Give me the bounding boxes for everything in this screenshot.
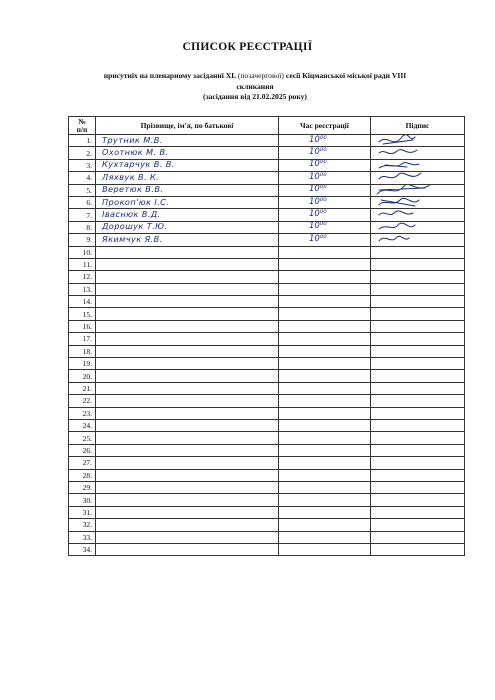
table-row <box>69 370 465 382</box>
handwritten-name: Охотнюк М. В. <box>102 147 169 158</box>
row-number: 27. <box>69 457 96 469</box>
table-row <box>69 283 465 295</box>
row-time-cell <box>279 209 371 221</box>
row-name-cell <box>96 271 279 283</box>
row-signature-cell <box>371 494 465 506</box>
row-time-cell <box>279 395 371 407</box>
row-signature-cell <box>371 209 465 221</box>
row-time-cell <box>279 519 371 531</box>
row-time-cell <box>279 283 371 295</box>
row-name-cell <box>96 419 279 431</box>
row-time-cell <box>279 345 371 357</box>
row-signature-cell <box>371 506 465 518</box>
row-number: 29. <box>69 481 96 493</box>
table-row <box>69 506 465 518</box>
table-row <box>69 196 465 208</box>
document-title: СПИСОК РЕЄСТРАЦІЇ <box>182 41 313 53</box>
handwritten-name: Дорошук Т.Ю. <box>102 221 168 232</box>
row-number: 9. <box>69 234 96 246</box>
row-number: 10. <box>69 246 96 258</box>
row-signature-cell <box>371 358 465 370</box>
handwritten-name: Якимчук Я.В. <box>102 233 163 244</box>
row-signature-cell <box>371 519 465 531</box>
row-name-cell <box>96 159 279 171</box>
header-name: Прізвище, ім'я, по батькові <box>96 117 279 135</box>
table-row <box>69 159 465 171</box>
row-number: 31. <box>69 506 96 518</box>
row-signature-cell <box>371 196 465 208</box>
row-signature-cell <box>371 320 465 332</box>
row-name-cell <box>96 358 279 370</box>
row-name-cell <box>96 209 279 221</box>
row-number: 28. <box>69 469 96 481</box>
row-number: 17. <box>69 333 96 345</box>
row-name-cell <box>96 494 279 506</box>
row-signature-cell <box>371 333 465 345</box>
row-signature-cell <box>371 370 465 382</box>
document-subtitle <box>60 71 450 103</box>
row-time-cell <box>279 543 371 555</box>
subtitle-part-c: сесії Кіцманської міської ради VIII <box>285 71 407 80</box>
row-time-cell <box>279 271 371 283</box>
table-row <box>69 246 465 258</box>
row-name-cell <box>96 444 279 456</box>
row-number: 1. <box>69 135 96 147</box>
handwritten-signature <box>377 209 437 221</box>
handwritten-time: 10⁰⁰ <box>309 159 327 170</box>
row-time-cell <box>279 196 371 208</box>
row-time-cell <box>279 135 371 147</box>
row-time-cell <box>279 258 371 270</box>
table-row <box>69 444 465 456</box>
row-name-cell <box>96 469 279 481</box>
header-signature: Підпис <box>371 117 465 135</box>
handwritten-signature <box>377 184 437 196</box>
row-time-cell <box>279 494 371 506</box>
header-number-label: № п/п <box>76 116 88 134</box>
header-time: Час реєстрації <box>279 117 371 135</box>
row-time-cell <box>279 184 371 196</box>
row-time-cell <box>279 308 371 320</box>
table-row <box>69 258 465 270</box>
row-name-cell <box>96 543 279 555</box>
registration-table <box>68 116 465 556</box>
table-row <box>69 432 465 444</box>
table-row <box>69 333 465 345</box>
table-row <box>69 519 465 531</box>
row-time-cell <box>279 444 371 456</box>
row-number: 18. <box>69 345 96 357</box>
table-row <box>69 184 465 196</box>
table-row <box>69 147 465 159</box>
handwritten-name: Кухтарчук В. В. <box>102 159 175 170</box>
row-number: 20. <box>69 370 96 382</box>
handwritten-signature <box>377 196 437 208</box>
row-number: 14. <box>69 296 96 308</box>
table-row <box>69 543 465 555</box>
row-name-cell <box>96 395 279 407</box>
row-number: 30. <box>69 494 96 506</box>
handwritten-time: 10⁰⁰ <box>309 221 327 232</box>
table-body <box>69 135 465 556</box>
table-row <box>69 221 465 233</box>
row-name-cell <box>96 506 279 518</box>
table-row <box>69 296 465 308</box>
handwritten-name: Ляхвук В. К. <box>102 171 160 182</box>
row-time-cell <box>279 432 371 444</box>
row-number: 8. <box>69 221 96 233</box>
handwritten-time: 10⁰⁰ <box>309 134 327 145</box>
handwritten-time: 10⁰⁰ <box>309 171 327 182</box>
row-time-cell <box>279 320 371 332</box>
row-time-cell <box>279 296 371 308</box>
row-signature-cell <box>371 159 465 171</box>
row-signature-cell <box>371 283 465 295</box>
handwritten-name: Прокоп'юк І.С. <box>102 196 170 207</box>
row-time-cell <box>279 419 371 431</box>
row-time-cell <box>279 382 371 394</box>
row-name-cell <box>96 320 279 332</box>
row-name-cell <box>96 432 279 444</box>
handwritten-time: 10⁰⁰ <box>309 233 327 244</box>
row-time-cell <box>279 481 371 493</box>
subtitle-line-3: (засідання від 21.02.2025 року) <box>203 92 307 102</box>
row-name-cell <box>96 457 279 469</box>
table-row <box>69 469 465 481</box>
row-number: 6. <box>69 196 96 208</box>
handwritten-time: 10⁰⁰ <box>309 196 327 207</box>
table-row <box>69 481 465 493</box>
table-row <box>69 382 465 394</box>
handwritten-signature <box>377 172 437 184</box>
table-row <box>69 135 465 147</box>
row-time-cell <box>279 531 371 543</box>
row-signature-cell <box>371 234 465 246</box>
row-time-cell <box>279 234 371 246</box>
row-name-cell <box>96 234 279 246</box>
handwritten-name: Веретюк В.В. <box>102 184 164 195</box>
row-signature-cell <box>371 246 465 258</box>
row-name-cell <box>96 296 279 308</box>
table-row <box>69 457 465 469</box>
row-time-cell <box>279 246 371 258</box>
row-signature-cell <box>371 147 465 159</box>
row-signature-cell <box>371 296 465 308</box>
row-time-cell <box>279 333 371 345</box>
row-name-cell <box>96 407 279 419</box>
row-number: 15. <box>69 308 96 320</box>
row-number: 7. <box>69 209 96 221</box>
row-signature-cell <box>371 481 465 493</box>
row-number: 32. <box>69 519 96 531</box>
handwritten-time: 10⁰⁰ <box>309 184 327 195</box>
table-row <box>69 345 465 357</box>
table-row <box>69 209 465 221</box>
subtitle-part-a: присутніх на пленарному засіданні XL <box>103 71 236 80</box>
row-number: 19. <box>69 358 96 370</box>
row-number: 34. <box>69 543 96 555</box>
row-signature-cell <box>371 395 465 407</box>
row-time-cell <box>279 172 371 184</box>
row-number: 13. <box>69 283 96 295</box>
row-name-cell <box>96 135 279 147</box>
subtitle-line-2: скликання <box>236 81 274 91</box>
row-name-cell <box>96 382 279 394</box>
subtitle-line-1 <box>60 71 450 82</box>
row-time-cell <box>279 221 371 233</box>
table-row <box>69 419 465 431</box>
row-signature-cell <box>371 271 465 283</box>
row-signature-cell <box>371 469 465 481</box>
row-time-cell <box>279 469 371 481</box>
row-signature-cell <box>371 407 465 419</box>
row-number: 12. <box>69 271 96 283</box>
table-row <box>69 407 465 419</box>
table-row <box>69 358 465 370</box>
table-row <box>69 531 465 543</box>
row-signature-cell <box>371 531 465 543</box>
row-name-cell <box>96 531 279 543</box>
row-name-cell <box>96 283 279 295</box>
row-name-cell <box>96 333 279 345</box>
row-name-cell <box>96 370 279 382</box>
handwritten-name: Іваснюк В.Д. <box>102 209 161 220</box>
handwritten-signature <box>377 159 437 171</box>
handwritten-name: Трутник М.В. <box>102 134 163 145</box>
row-signature-cell <box>371 172 465 184</box>
row-signature-cell <box>371 419 465 431</box>
row-signature-cell <box>371 444 465 456</box>
row-name-cell <box>96 172 279 184</box>
row-name-cell <box>96 246 279 258</box>
row-number: 25. <box>69 432 96 444</box>
row-signature-cell <box>371 543 465 555</box>
row-signature-cell <box>371 457 465 469</box>
row-time-cell <box>279 407 371 419</box>
row-time-cell <box>279 457 371 469</box>
row-name-cell <box>96 184 279 196</box>
row-number: 24. <box>69 419 96 431</box>
row-signature-cell <box>371 308 465 320</box>
row-signature-cell <box>371 221 465 233</box>
handwritten-signature <box>377 135 437 147</box>
row-number: 16. <box>69 320 96 332</box>
row-name-cell <box>96 147 279 159</box>
row-number: 26. <box>69 444 96 456</box>
row-signature-cell <box>371 135 465 147</box>
handwritten-time: 10⁰⁰ <box>309 147 327 158</box>
handwritten-time: 10⁰⁰ <box>309 209 327 220</box>
table-row <box>69 308 465 320</box>
row-time-cell <box>279 358 371 370</box>
row-signature-cell <box>371 345 465 357</box>
row-time-cell <box>279 370 371 382</box>
row-number: 23. <box>69 407 96 419</box>
table-row <box>69 320 465 332</box>
row-name-cell <box>96 481 279 493</box>
row-number: 3. <box>69 159 96 171</box>
row-name-cell <box>96 308 279 320</box>
row-time-cell <box>279 506 371 518</box>
table-header-row <box>69 117 465 135</box>
row-number: 33. <box>69 531 96 543</box>
table-row <box>69 271 465 283</box>
row-number: 5. <box>69 184 96 196</box>
handwritten-signature <box>377 221 437 233</box>
row-signature-cell <box>371 432 465 444</box>
row-number: 11. <box>69 258 96 270</box>
row-number: 2. <box>69 147 96 159</box>
row-name-cell <box>96 221 279 233</box>
header-number <box>69 117 96 135</box>
row-signature-cell <box>371 258 465 270</box>
row-name-cell <box>96 345 279 357</box>
row-name-cell <box>96 258 279 270</box>
row-number: 22. <box>69 395 96 407</box>
row-number: 21. <box>69 382 96 394</box>
row-time-cell <box>279 147 371 159</box>
handwritten-signature <box>377 147 437 159</box>
row-time-cell <box>279 159 371 171</box>
table-row <box>69 172 465 184</box>
row-signature-cell <box>371 184 465 196</box>
row-number: 4. <box>69 172 96 184</box>
subtitle-part-b: (позачергової) <box>237 71 284 80</box>
table-row <box>69 494 465 506</box>
table-row <box>69 234 465 246</box>
row-signature-cell <box>371 382 465 394</box>
handwritten-signature <box>377 234 437 246</box>
row-name-cell <box>96 519 279 531</box>
table-row <box>69 395 465 407</box>
row-name-cell <box>96 196 279 208</box>
